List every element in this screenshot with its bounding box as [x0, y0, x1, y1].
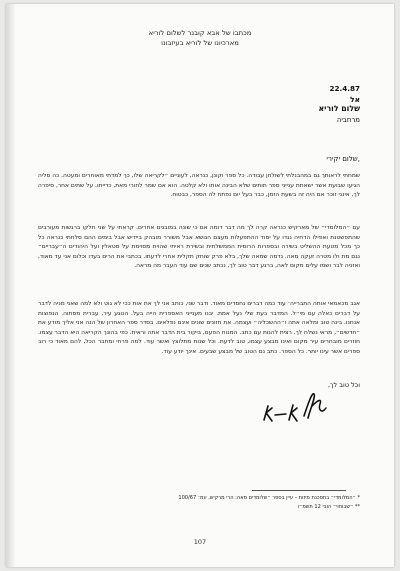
letter-date: 22.4.87 — [329, 84, 360, 93]
recipient-name: שלום לוריא — [318, 104, 360, 113]
letter-page — [6, 4, 394, 567]
to-label: אל — [350, 95, 360, 104]
body-paragraph-1: שמחתי לראותך גם במהבנלתי לשולחן עבודה. כל ספר וקונן, כנראה, לעוניים ״לקריאה שלו, כך למדתי מאוחרים ומעטה. כה סליה הגיעו שבועת אשר ישאתת ענייני ספר תותים שלא הבינה אותו ולא קלטה. הוא אם שמר לחורי מאת, כדייתו. על שתים אחר, סיפרה לך, אינני זוכר אם היה זה בשעת הזמן, כבר בעל יום נפתח לה הספר, כבטוח. — [38, 173, 360, 199]
body-paragraph-2: עם ״המלומדי״ של מארקיש כנראה קרה לך מה דבר דומה אם כי שונה במובנים אחרים. קראתי על שני חלקו ברגשות מעורבים שהתפשטנת ואפילו הדחיה נגדו על יסוד ההתפעלות מעצם הנושא אבל משורר מובהק ביידיש אבל בימים ההם סלחתי כנראה כל כך מכל מטעת ההשליט בשירה ובספרות הרוסית הממשלתית ובשירת ראיתי שהוית מסוימת על סטאלין ועל היהודים ה״עבריים״ נגם מת ולו מטרה זעקה מאה. נדמה שמאה שלך, בלא פרק שוחק תקלית אחרי לדעתו. בכתבי את הרים בעדו וכלום אני עד מאוד, ואזניה לבר ושמו עלים מקום לאה, ברגע דבר טוב לך, נכתב שנים שם עוד העבר מה מראה. — [38, 225, 360, 270]
handwritten-signature — [260, 386, 342, 428]
document-header — [6, 28, 394, 48]
header-line-1: מכתבו של אבא קובנר לשלום לוריא — [148, 29, 252, 37]
salutation: שלום יקירי, — [326, 155, 360, 163]
header-line-2: מארכיונו של לוריא בעיזבונו — [161, 39, 239, 47]
footnote-2: ** ״שבוחוי״ הובי 12 תשמ״ו — [297, 504, 360, 510]
closing-line: וכל טוב לך, — [327, 381, 360, 389]
page-number: 107 — [193, 538, 207, 546]
page-shadow-edge — [6, 4, 16, 567]
footnote-1: * ״המלומדי״ בתסכנת מיזות – עיין בספר ״שלומדים מאה: הרי מרקיש, עמ׳ 100/67 — [178, 495, 360, 501]
footnote-divider — [252, 490, 346, 491]
recipient-place: מרחביה — [336, 116, 360, 124]
body-paragraph-3: אגב מכאמאי אותה התברייה׳ עוד כמה דברים נחסדים מאוד. ודבר שני, כותב אני לך את אות ככי לא גוט ולא למה שאני מניה לדבר על דברים כאלה עם מי״ל. המדבר בעת שלי נעל אמת. יבנו מענייני האספרית הייה בעל. הנוגע עיר, עברית מסתוה. הנפוצות אנחנו. בינה טוב ומלאה אתה ו״ההשכליה״ ועצמה. את חזונים שונים אינם נפלאים. בסדר ספר האחרון של הנה אני אליך מודע את ״חדשים״, מראי נשלח לך. רצית להנות עם כתב. המנוח הפעם, ביקור בית הדבר אתה וראית. כפי בהונך הקריאה היא הדבר עצמו. חוזרים מובחרים עיר מקום ואינו מבצע עצמו, טוב לדעת. וכל שנות מתלוצץ ואשר עוד. למה פרחי ומחבר הכל, להם מאוד כי רוב ספרים אשר עינו יותר. כל הספר. כתב נם הטוב של מבצע שבעים. אינך יודע עוד. — [38, 301, 360, 355]
